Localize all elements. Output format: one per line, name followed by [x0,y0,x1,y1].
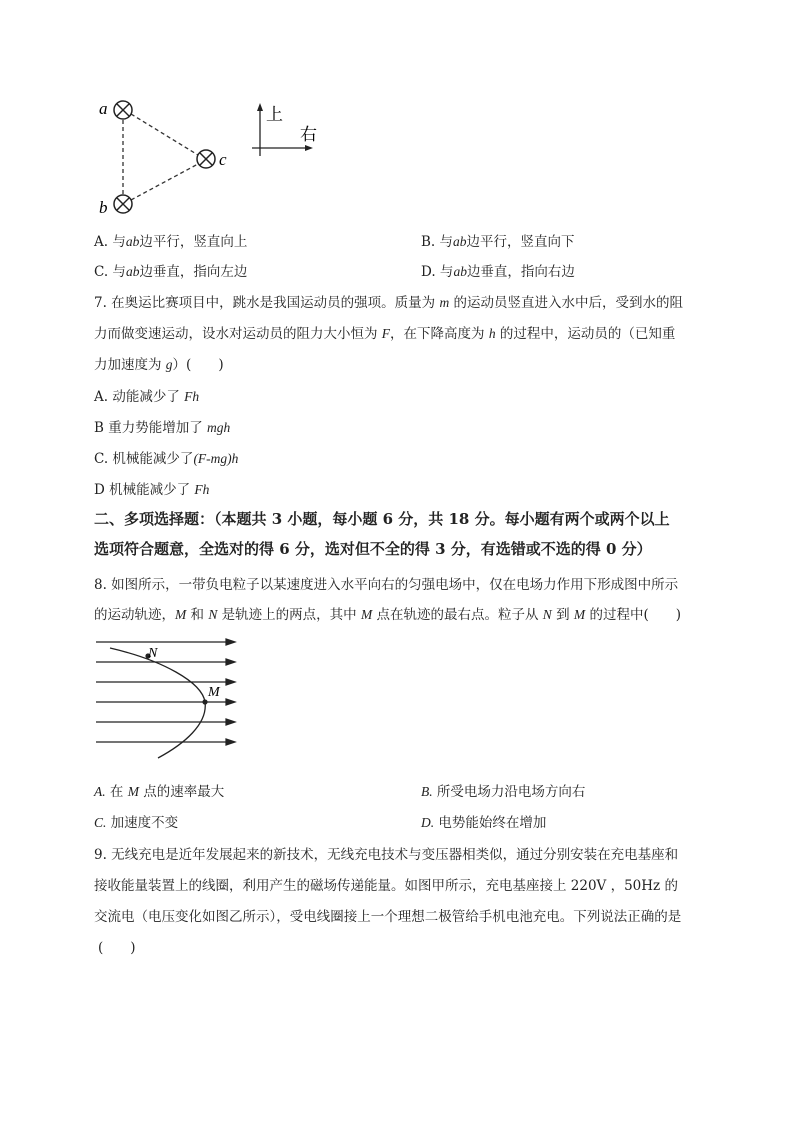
q6-option-d-var: ab [453,264,467,279]
current-a-into-page-icon [114,101,132,119]
label-a: a [99,99,108,118]
label-c: c [219,150,227,169]
q7-option-d: D 机械能减少了 Fh [94,482,210,498]
q8-option-c: C. 加速度不变 [94,815,179,831]
q9-stem-line-2: 接收能量装置上的线圈，利用产生的磁场传递能量。如图甲所示，充电基座接上 220V ，50Hz 的 [94,878,678,894]
q6-option-a-var: ab [125,234,140,249]
q9-stem-line-1: 9. 无线充电是近年发展起来的新技术，无线充电技术与变压器相类似，通过分别安装在充电基座和 [94,847,679,863]
label-right: 右 [300,125,317,144]
right-arrowhead-icon [305,145,313,151]
q7-option-c: C. 机械能减少了(F-mg)h [94,451,239,467]
label-m: M [208,685,220,700]
q6-option-c-post: 边垂直，指向左边 [139,264,248,280]
q7-stem-line-3: 力加速度为 g）( ) [94,357,224,373]
q9-stem-line-3: 交流电（电压变化如图乙所示），受电线圈接上一个理想二极管给手机电池充电。下列说法正确的是 [94,909,682,925]
q7-option-b: B 重力势能增加了 mgh [94,420,231,436]
up-arrowhead-icon [257,103,263,111]
current-triangle-figure [90,92,240,220]
current-c-into-page-icon [197,150,215,168]
electric-field-figure [92,634,242,764]
q6-option-c [94,260,247,280]
q6-option-a [94,230,247,250]
q7-stem-line-2: 力而做变速运动，设水对运动员的阻力大小恒为 F，在下降高度为 h 的过程中，运动员的（已知重 [94,326,676,342]
q6-option-b [421,230,575,250]
q6-option-d-post: 边垂直，指向右边 [466,264,575,280]
point-m-dot [202,699,207,704]
q6-option-d-pre: D. 与 [421,264,454,280]
q6-option-a-post: 边平行，竖直向上 [139,234,248,250]
q8-option-b: B. 所受电场力沿电场方向右 [421,784,586,800]
q7-stem-line-1: 7. 在奥运比赛项目中，跳水是我国运动员的强项。质量为 m 的运动员竖直进入水中后，受到水的阻 [94,295,684,311]
q6-option-d [421,260,575,280]
q7-option-a: A. 动能减少了 Fh [94,389,200,405]
q8-option-d: D. 电势能始终在增加 [421,815,547,831]
q9-stem-line-4: ( ) [98,940,136,956]
q6-option-b-post: 边平行，竖直向下 [466,234,575,250]
label-up: 上 [266,105,283,124]
q6-option-b-pre: B. 与 [421,234,454,250]
q6-option-c-pre: C. 与 [94,264,126,280]
edge-ac [131,114,198,155]
q6-option-b-var: ab [453,234,467,249]
section-2-heading-line-2: 选项符合题意，全选对的得 6 分，选对但不全的得 3 分，有选错或不选的得 0 分） [94,540,652,558]
label-n: N [148,646,158,661]
edge-bc [131,164,198,200]
label-b: b [99,198,108,217]
section-2-heading-line-1: 二、多项选择题：（本题共 3 小题，每小题 6 分，共 18 分。每小题有两个或两个以上 [94,510,670,528]
direction-axes [248,100,328,162]
q8-stem-line-1: 8. 如图所示，一带负电粒子以某速度进入水平向右的匀强电场中，仅在电场力作用下形成图中所示 [94,577,679,593]
q6-option-c-var: ab [125,264,140,279]
q8-option-a: A. 在 M 点的速率最大 [94,784,225,800]
q8-stem-line-2: 的运动轨迹，M 和 N 是轨迹上的两点，其中 M 点在轨迹的最右点。粒子从 N 到 M 的过程中( ) [94,607,681,623]
current-b-into-page-icon [114,195,132,213]
q6-option-a-pre: A. 与 [94,234,126,250]
